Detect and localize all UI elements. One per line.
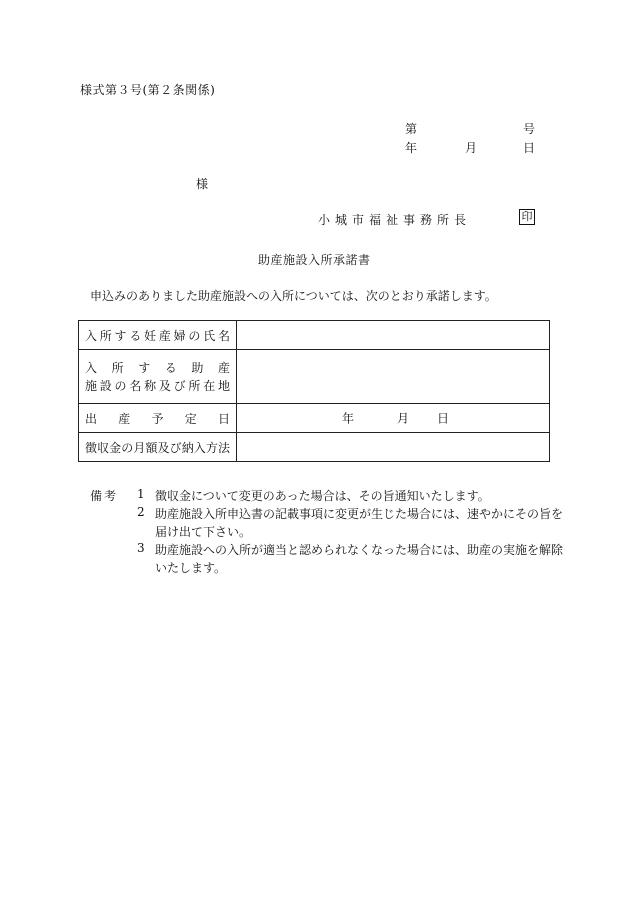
note-text: 徴収金について変更のあった場合は、その旨通知いたします。 [155, 489, 490, 503]
value-cell-fee[interactable] [237, 433, 550, 462]
notes-label: 備考 [90, 489, 119, 503]
label-facility-line2: 施設の名称及び所在地 [85, 378, 230, 393]
note-text: 助産施設への入所が適当と認められなくなった場合には、助産の実施を解除 [155, 543, 564, 557]
table-row [79, 404, 550, 433]
note-number: 3 [137, 541, 145, 555]
doc-number-go: 号 [523, 122, 536, 136]
doc-number-dai: 第 [405, 122, 418, 136]
label-cell [79, 404, 237, 433]
info-table [78, 320, 550, 462]
seal-mark: 印 [519, 209, 535, 225]
table-row [79, 433, 550, 462]
note-number: 1 [137, 487, 145, 501]
due-date-year: 年 [342, 411, 355, 426]
document-title: 助産施設入所承諾書 [258, 253, 371, 267]
value-cell-due-date[interactable] [237, 404, 550, 433]
date-year: 年 [405, 141, 418, 155]
due-date-day: 日 [437, 411, 450, 426]
label-cell [79, 321, 237, 350]
note-text: 届け出て下さい。 [155, 525, 252, 539]
label-cell [79, 433, 237, 462]
form-number: 様式第３号(第２条関係) [80, 83, 216, 97]
note-text: いたします。 [155, 561, 227, 575]
date-month: 月 [465, 141, 478, 155]
addressee-suffix: 様 [196, 177, 209, 191]
table-row [79, 321, 550, 350]
note-number: 2 [137, 505, 145, 519]
value-cell-pregnant-name[interactable] [237, 321, 550, 350]
date-day: 日 [523, 141, 536, 155]
value-cell-facility[interactable] [237, 350, 550, 404]
intro-text: 申込みのありました助産施設への入所については、次のとおり承諾します。 [90, 289, 497, 303]
label-facility-line1: 入所する助産 [85, 360, 230, 375]
label-due-date: 出産予定日 [85, 411, 230, 426]
note-text: 助産施設入所申込書の記載事項に変更が生じた場合には、速やかにその旨を [155, 507, 564, 521]
table-row [79, 350, 550, 404]
issuer-name: 小城市福祉事務所長 [318, 213, 472, 227]
due-date-month: 月 [397, 411, 410, 426]
label-cell [79, 350, 237, 404]
label-pregnant-name: 入所する妊産婦の氏名 [85, 328, 230, 343]
label-fee: 徴収金の月額及び納入方法 [85, 440, 230, 455]
